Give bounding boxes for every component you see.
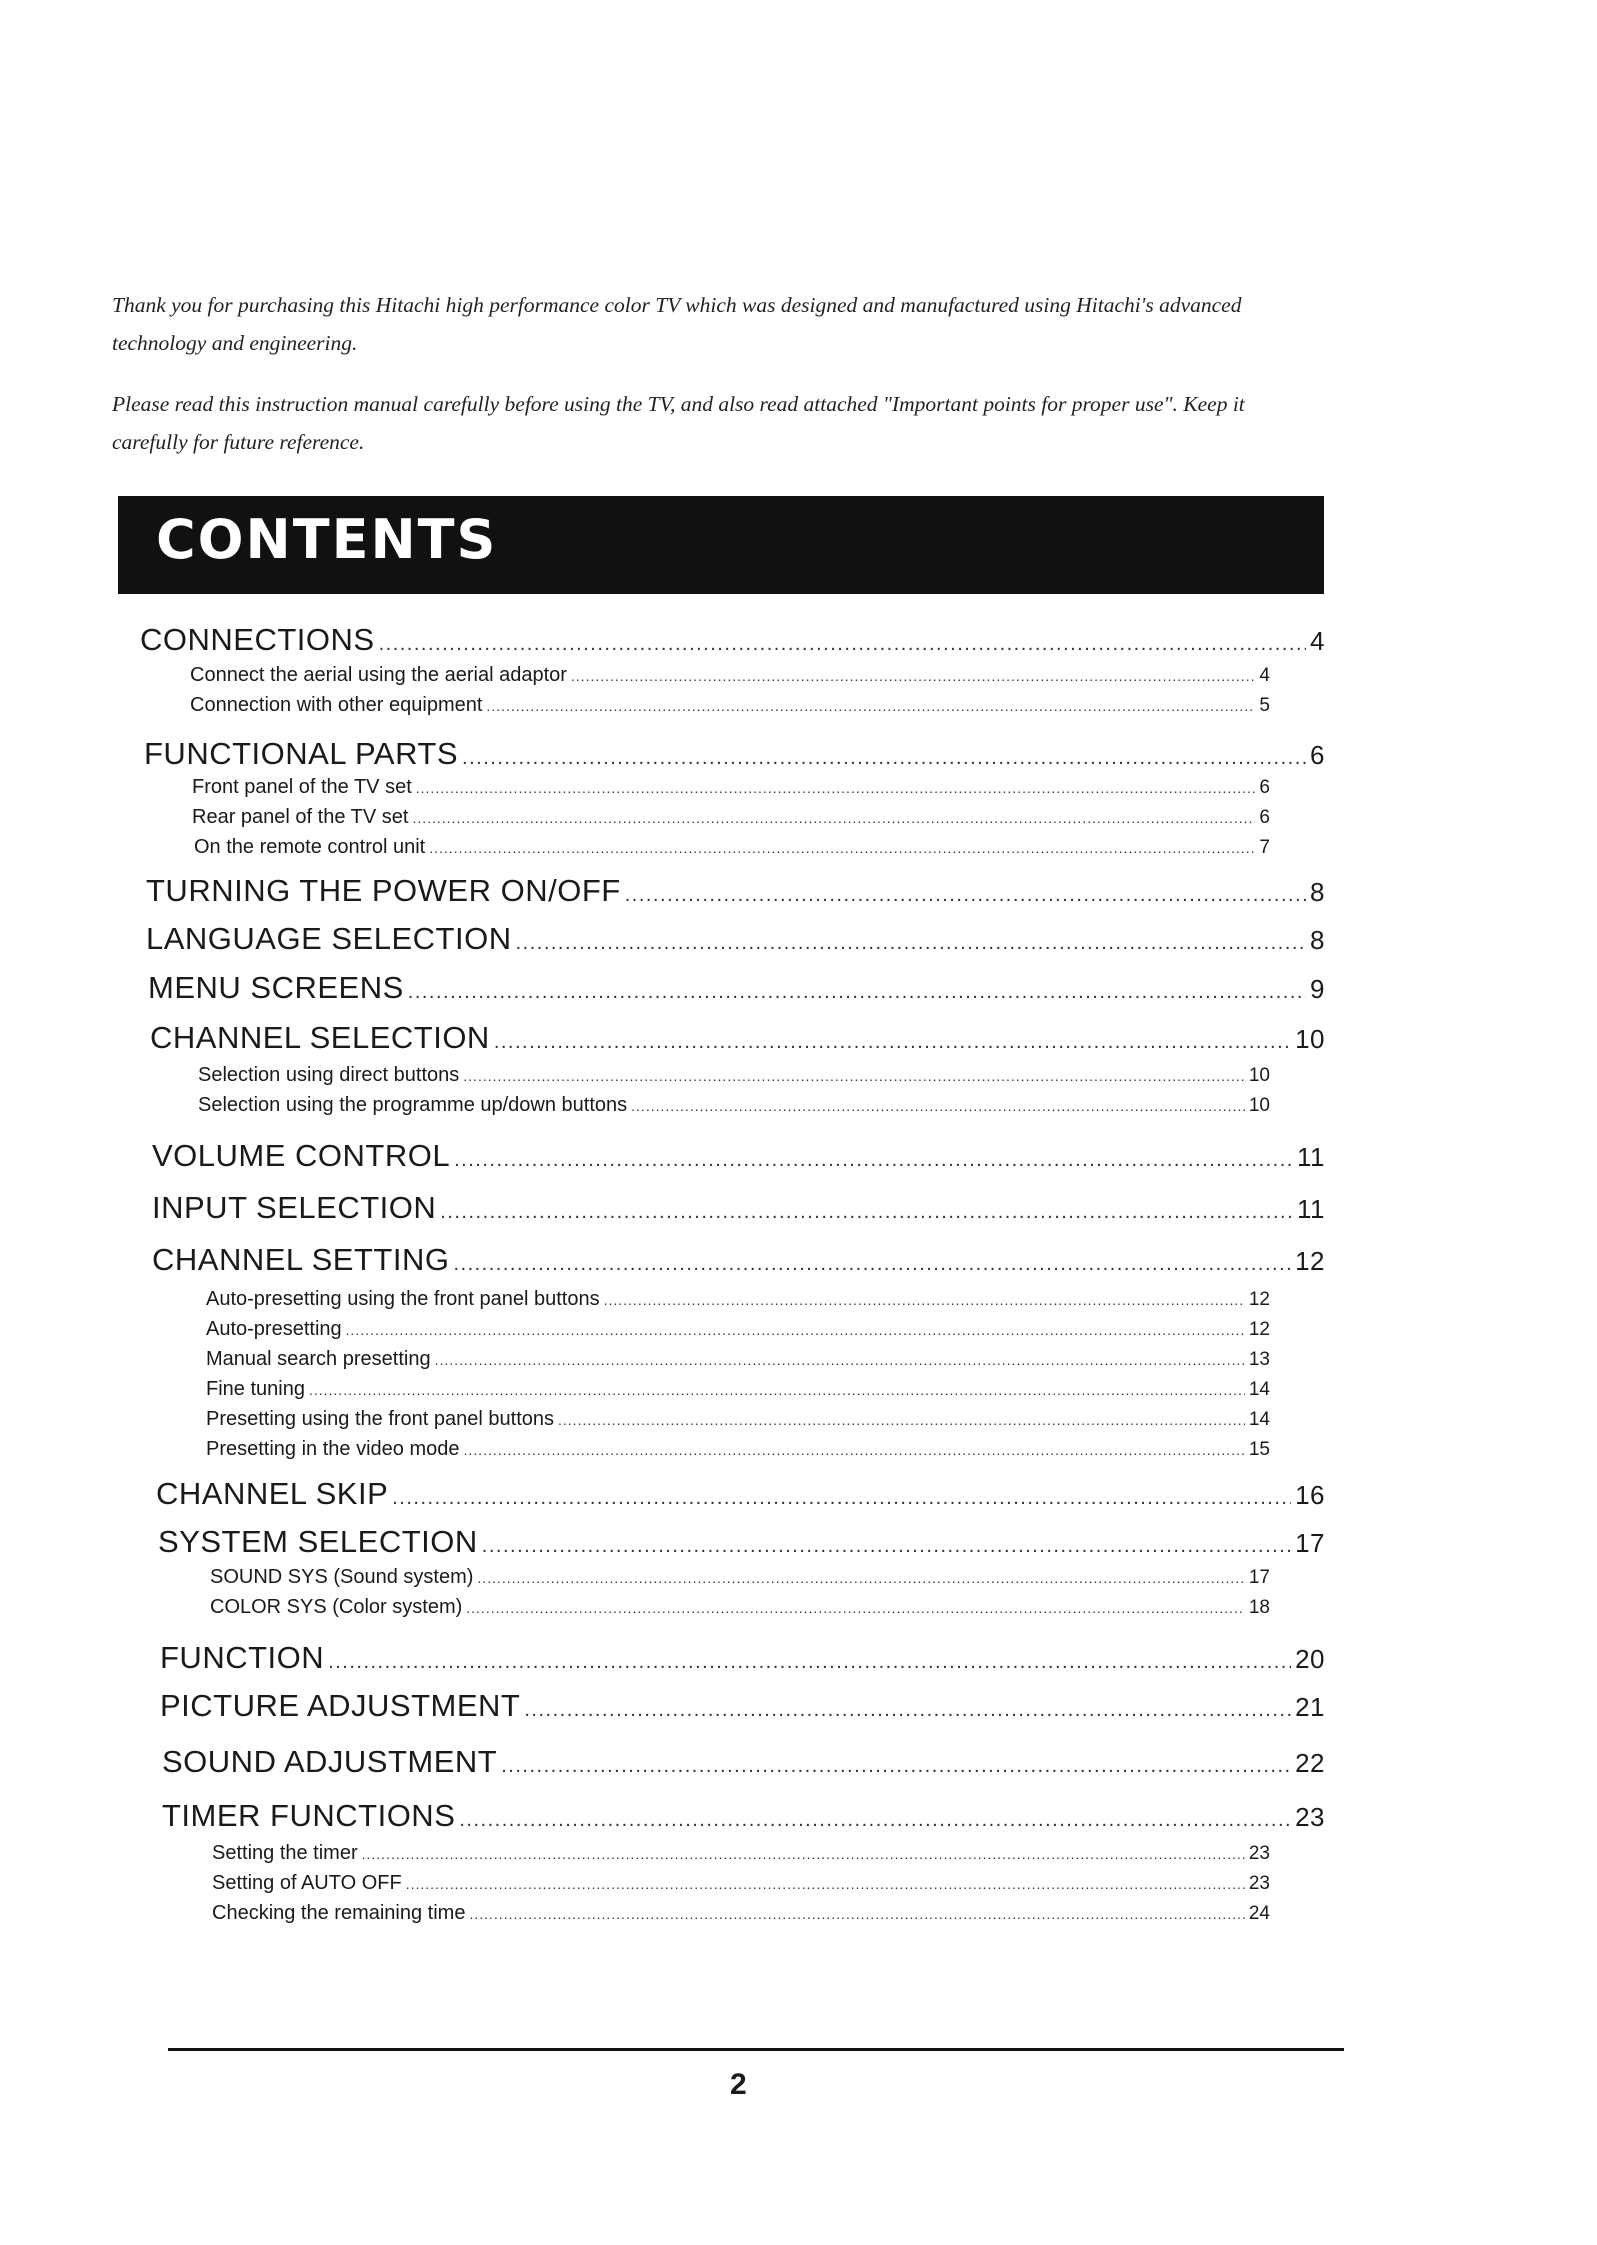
toc-subitem-page: 5 (1259, 695, 1270, 716)
toc-section (150, 1020, 1325, 1056)
dot-leader (462, 747, 1306, 770)
dot-leader (469, 1906, 1244, 1922)
dot-leader (346, 1322, 1245, 1338)
toc-section (144, 736, 1325, 772)
toc-section-title: CHANNEL SKIP (156, 1476, 389, 1511)
toc-section-title: TIMER FUNCTIONS (162, 1798, 456, 1833)
toc-subitem (198, 1064, 1270, 1087)
toc-subitem-page: 14 (1248, 1409, 1270, 1430)
toc-subitem-title: COLOR SYS (Color system) (210, 1596, 463, 1618)
toc-subitem-title: Auto-presetting (206, 1318, 342, 1340)
dot-leader (416, 780, 1256, 796)
toc-subitem-title: Setting of AUTO OFF (212, 1872, 402, 1894)
dot-leader (408, 981, 1306, 1004)
toc-subitem-page: 24 (1248, 1903, 1270, 1924)
intro-paragraph-thanks: Thank you for purchasing this Hitachi high performance color TV which was designed and manufactured using Hitachi's advanced technology and engineering. (112, 293, 1242, 355)
toc-subitem-title: Front panel of the TV set (192, 776, 412, 798)
toc-section (152, 1190, 1325, 1226)
toc-subitem (190, 694, 1270, 717)
toc-section-title: LANGUAGE SELECTION (146, 921, 512, 956)
toc-subitem-title: Connect the aerial using the aerial adaptor (190, 664, 567, 686)
toc-subitem-page: 12 (1248, 1319, 1270, 1340)
toc-subitem-title: Selection using direct buttons (198, 1064, 460, 1086)
toc-subitem-page: 23 (1248, 1873, 1270, 1894)
dot-leader (406, 1876, 1245, 1892)
toc-subitem (206, 1438, 1270, 1461)
toc-subitem-title: Fine tuning (206, 1378, 305, 1400)
dot-leader (604, 1292, 1245, 1308)
toc-subitem-page: 15 (1248, 1439, 1270, 1460)
toc-section-page: 22 (1295, 1748, 1325, 1778)
dot-leader (435, 1352, 1245, 1368)
toc-section-title: CHANNEL SETTING (152, 1242, 450, 1277)
toc-subitem-title: Selection using the programme up/down buttons (198, 1094, 628, 1116)
toc-subitem-page: 10 (1248, 1065, 1270, 1086)
toc-section-page: 10 (1295, 1024, 1325, 1054)
dot-leader (309, 1382, 1245, 1398)
toc-section (162, 1798, 1325, 1834)
dot-leader (482, 1535, 1291, 1558)
toc-subitem (190, 664, 1270, 687)
toc-section-page: 9 (1310, 974, 1325, 1004)
dot-leader (429, 840, 1255, 856)
toc-subitem (210, 1566, 1270, 1589)
dot-leader (459, 1809, 1291, 1832)
toc-section-page: 8 (1310, 925, 1325, 955)
toc-subitem (210, 1596, 1270, 1619)
dot-leader (392, 1487, 1291, 1510)
footer-rule (168, 2048, 1344, 2051)
toc-subitem (206, 1408, 1270, 1431)
dot-leader (631, 1098, 1245, 1114)
toc-section (158, 1524, 1325, 1560)
toc-section-page: 20 (1295, 1644, 1325, 1674)
toc-section-title: VOLUME CONTROL (152, 1138, 451, 1173)
dot-leader (558, 1412, 1245, 1428)
toc-section-title: SYSTEM SELECTION (158, 1524, 478, 1559)
toc-section-page: 12 (1295, 1246, 1325, 1276)
toc-subitem (212, 1872, 1270, 1895)
toc-section-page: 11 (1297, 1194, 1325, 1224)
toc-section-page: 11 (1297, 1142, 1325, 1172)
toc-subitem (206, 1348, 1270, 1371)
dot-leader (454, 1149, 1293, 1172)
dot-leader (412, 810, 1255, 826)
toc-subitem (206, 1378, 1270, 1401)
toc-subitem-page: 6 (1259, 777, 1270, 798)
toc-subitem-page: 13 (1248, 1349, 1270, 1370)
toc-section-title: CHANNEL SELECTION (150, 1020, 490, 1055)
dot-leader (486, 698, 1255, 714)
dot-leader (379, 633, 1306, 656)
toc-section (146, 921, 1325, 957)
toc-section-page: 21 (1295, 1692, 1325, 1722)
dot-leader (571, 668, 1256, 684)
dot-leader (501, 1755, 1291, 1778)
dot-leader (328, 1651, 1291, 1674)
contents-title: CONTENTS (156, 508, 498, 571)
toc-section-title: INPUT SELECTION (152, 1190, 437, 1225)
intro-paragraph-instructions: Please read this instruction manual carefully before using the TV, and also read attached "Important points for proper use". Keep it carefully for future reference. (112, 392, 1245, 454)
toc-subitem-title: Checking the remaining time (212, 1902, 466, 1924)
toc-section (148, 970, 1325, 1006)
toc-subitem (198, 1094, 1270, 1117)
toc-subitem-page: 6 (1259, 807, 1270, 828)
toc-section-page: 4 (1310, 626, 1325, 656)
dot-leader (453, 1253, 1291, 1276)
toc-subitem-page: 18 (1248, 1597, 1270, 1618)
toc-section (156, 1476, 1325, 1512)
toc-subitem-title: Manual search presetting (206, 1348, 431, 1370)
dot-leader (494, 1031, 1291, 1054)
toc-section (160, 1688, 1325, 1724)
dot-leader (362, 1846, 1245, 1862)
toc-section (140, 622, 1325, 658)
dot-leader (440, 1201, 1293, 1224)
toc-subitem-page: 14 (1248, 1379, 1270, 1400)
toc-section-title: TURNING THE POWER ON/OFF (146, 873, 621, 908)
toc-subitem-title: Connection with other equipment (190, 694, 483, 716)
toc-section-page: 6 (1310, 740, 1325, 770)
toc-section-title: CONNECTIONS (140, 622, 375, 657)
page-number: 2 (730, 2068, 747, 2101)
toc-section (152, 1242, 1325, 1278)
toc-subitem-page: 7 (1259, 837, 1270, 858)
toc-subitem-page: 10 (1248, 1095, 1270, 1116)
toc-subitem (206, 1318, 1270, 1341)
dot-leader (464, 1442, 1245, 1458)
toc-subitem-title: SOUND SYS (Sound system) (210, 1566, 474, 1588)
toc-subitem-page: 4 (1259, 665, 1270, 686)
toc-subitem-page: 23 (1248, 1843, 1270, 1864)
toc-subitem (192, 806, 1270, 829)
toc-subitem-title: Presetting using the front panel buttons (206, 1408, 555, 1430)
toc-section (162, 1744, 1325, 1780)
toc-subitem-title: Rear panel of the TV set (192, 806, 409, 828)
toc-subitem-title: Presetting in the video mode (206, 1438, 460, 1460)
dot-leader (625, 884, 1306, 907)
toc-section-page: 8 (1310, 877, 1325, 907)
toc-section (160, 1640, 1325, 1676)
toc-section (146, 873, 1325, 909)
toc-subitem-page: 17 (1248, 1567, 1270, 1588)
dot-leader (516, 932, 1306, 955)
toc-subitem-title: Setting the timer (212, 1842, 358, 1864)
toc-section-title: FUNCTIONAL PARTS (144, 736, 459, 771)
toc-section (152, 1138, 1325, 1174)
toc-subitem-title: Auto-presetting using the front panel buttons (206, 1288, 600, 1310)
dot-leader (463, 1068, 1245, 1084)
toc-section-page: 16 (1295, 1480, 1325, 1510)
dot-leader (466, 1600, 1245, 1616)
toc-subitem (194, 836, 1270, 859)
toc-section-page: 23 (1295, 1802, 1325, 1832)
toc-section-title: PICTURE ADJUSTMENT (160, 1688, 521, 1723)
toc-subitem (206, 1288, 1270, 1311)
toc-subitem-title: On the remote control unit (194, 836, 426, 858)
toc-subitem (192, 776, 1270, 799)
toc-subitem (212, 1902, 1270, 1925)
toc-section-title: SOUND ADJUSTMENT (162, 1744, 498, 1779)
toc-section-page: 17 (1295, 1528, 1325, 1558)
toc-section-title: FUNCTION (160, 1640, 325, 1675)
dot-leader (477, 1570, 1244, 1586)
dot-leader (524, 1699, 1291, 1722)
toc-subitem (212, 1842, 1270, 1865)
toc-subitem-page: 12 (1248, 1289, 1270, 1310)
toc-section-title: MENU SCREENS (148, 970, 404, 1005)
